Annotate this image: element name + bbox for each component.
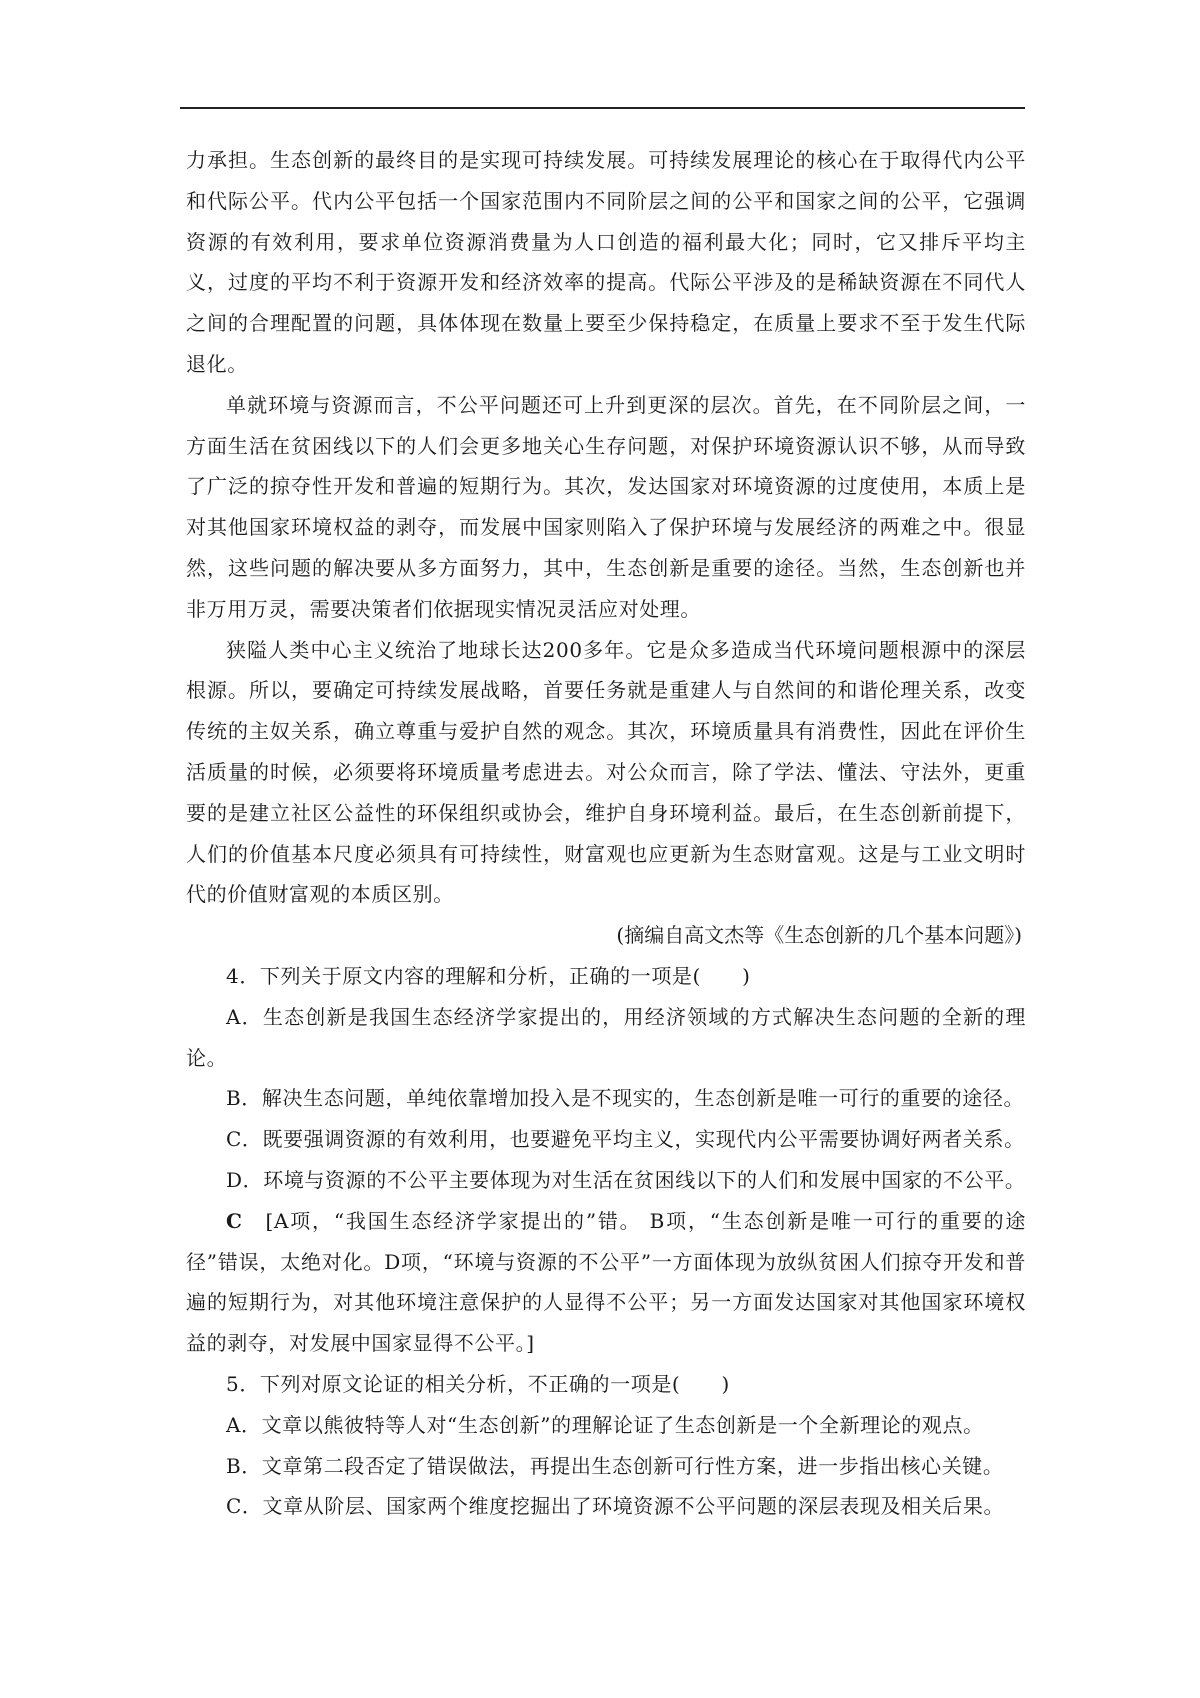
question-4-option-d: D．环境与资源的不公平主要体现为对生活在贫困线以下的人们和发展中国家的不公平。 bbox=[226, 1167, 1026, 1192]
question-4-answer bbox=[186, 1201, 1026, 1364]
question-5-stem: 5．下列对原文论证的相关分析，不正确的一项是( ) bbox=[226, 1371, 730, 1396]
question-5-option-a: A．文章以熊彼特等人对“生态创新”的理解论证了生态创新是一个全新理论的观点。 bbox=[226, 1412, 984, 1437]
document-body bbox=[186, 140, 1026, 1527]
question-5-option-c: C．文章从阶层、国家两个维度挖掘出了环境资源不公平问题的深层表现及相关后果。 bbox=[226, 1494, 1005, 1519]
answer-explanation: [A项，“我国生态经济学家提出的”错。 B项，“生态创新是唯一可行的重要的途径”错误，太绝对化。D项，“环境与资源的不公平”一方面体现为放纵贫困人们掠夺开发和普遍的短期行为，对其他环境注意保护的人显得不公平；另一方面发达国家对其他国家环境权益的剥夺，对发展中国家显得不公平。] bbox=[186, 1208, 1026, 1356]
paragraph-3: 狭隘人类中心主义统治了地球长达200多年。它是众多造成当代环境问题根源中的深层根源。所以，要确定可持续发展战略，首要任务就是重建人与自然间的和谐伦理关系，改变传统的主奴关系，确立尊重与爱护自然的观念。其次，环境质量具有消费性，因此在评价生活质量的时候，必须要将环境质量考虑进去。对公众而言，除了学法、懂法、守法外，更重要的是建立社区公益性的环保组织或协会，维护自身环境利益。最后，在生态创新前提下，人们的价值基本尺度必须具有可持续性，财富观也应更新为生态财富观。这是与工业文明时代的价值财富观的本质区别。 bbox=[186, 637, 1026, 907]
paragraph-1: 力承担。生态创新的最终目的是实现可持续发展。可持续发展理论的核心在于取得代内公平和代际公平。代内公平包括一个国家范围内不同阶层之间的公平和国家之间的公平，它强调资源的有效利用，要求单位资源消费量为人口创造的福利最大化；同时，它又排斥平均主义，过度的平均不利于资源开发和经济效率的提高。代际公平涉及的是稀缺资源在不同代人之间的合理配置的问题，具体体现在数量上要至少保持稳定，在质量上要求不至于发生代际退化。 bbox=[186, 148, 1026, 376]
question-4-option-c: C．既要强调资源的有效利用，也要避免平均主义，实现代内公平需要协调好两者关系。 bbox=[226, 1127, 1025, 1152]
question-4-option-a: A．生态创新是我国生态经济学家提出的，用经济领域的方式解决生态问题的全新的理论。 bbox=[186, 1004, 1026, 1070]
paragraph-2: 单就环境与资源而言，不公平问题还可上升到更深的层次。首先，在不同阶层之间，一方面生活在贫困线以下的人们会更多地关心生存问题，对保护环境资源认识不够，从而导致了广泛的掠夺性开发和普遍的短期行为。其次，发达国家对环境资源的过度使用，本质上是对其他国家环境权益的剥夺，而发展中国家则陷入了保护环境与发展经济的两难之中。很显然，这些问题的解决要从多方面努力，其中，生态创新是重要的途径。当然，生态创新也并非万用万灵，需要决策者们依据现实情况灵活应对处理。 bbox=[186, 392, 1026, 621]
header-rule bbox=[180, 107, 1025, 109]
source-citation: (摘编自高文杰等《生态创新的几个基本问题》) bbox=[616, 923, 1022, 948]
question-4-stem: 4．下列关于原文内容的理解和分析，正确的一项是( ) bbox=[226, 963, 751, 988]
question-5-option-b: B．文章第二段否定了错误做法，再提出生态创新可行性方案，进一步指出核心关键。 bbox=[226, 1453, 1004, 1478]
question-4-option-b: B．解决生态问题，单纯依靠增加投入是不现实的，生态创新是唯一可行的重要的途径。 bbox=[226, 1086, 1025, 1111]
answer-letter: C bbox=[226, 1208, 243, 1233]
